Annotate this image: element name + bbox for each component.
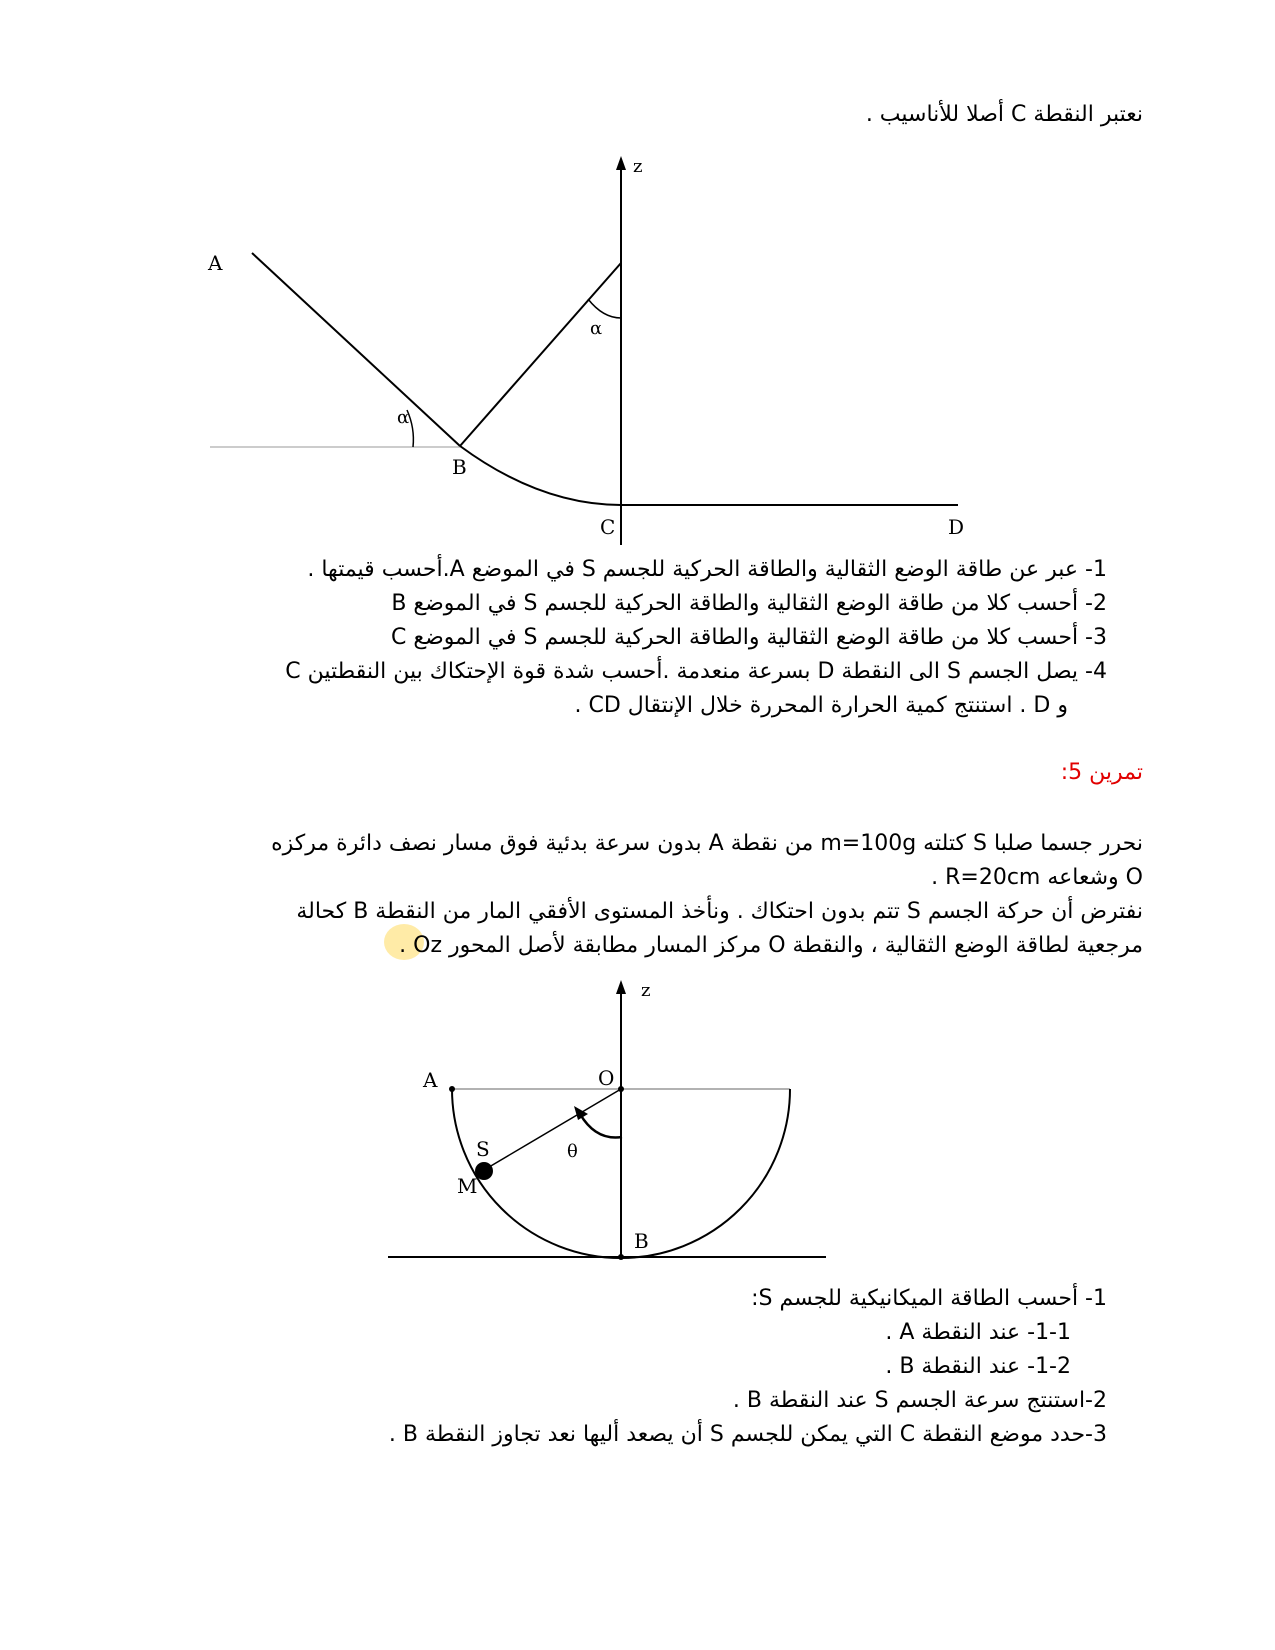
fig2-label-B: B [634, 1229, 649, 1253]
fig2-label-S: S [476, 1137, 490, 1161]
fig2-radius-OS [484, 1089, 621, 1170]
fig1-label-D: D [948, 515, 965, 539]
ex5-q1: 1- أحسب الطاقة الميكانيكية للجسم S: [751, 1286, 1107, 1311]
fig1-curve-BC [460, 446, 621, 505]
ex5-q3: 3-حدد موضع النقطة C التي يمكن للجسم S أن يصعد أليها نعد تجاوز النقطة B . [388, 1422, 1107, 1447]
fig2-point-O [618, 1086, 624, 1092]
fig2-z-arrow [616, 980, 626, 994]
fig1-incline-AB [252, 253, 460, 446]
fig1-radius-line [460, 263, 621, 446]
intro-text: نعتبر النقطة C أصلا للأناسيب . [865, 102, 1143, 127]
fig2-point-B [618, 1254, 624, 1260]
fig1-z-arrow [616, 156, 626, 170]
fig1-angle-arc-top [588, 299, 621, 318]
fig1-label-z: z [633, 156, 643, 177]
fig2-label-z: z [641, 980, 651, 1001]
ex5-paragraph2-line1: نفترض أن حركة الجسم S تتم بدون احتكاك . ونأخذ المستوى الأفقي المار من النقطة B كحالة [296, 899, 1143, 924]
q1-part2: 2- أحسب كلا من طاقة الوضع الثقالية والطاقة الحركية للجسم S في الموضع B [391, 591, 1107, 616]
fig1-label-B: B [452, 455, 467, 479]
fig1-label-alpha-B: α [397, 407, 410, 428]
fig1-label-A: A [208, 251, 223, 275]
q1-part4: 4- يصل الجسم S الى النقطة D بسرعة منعدمة .أحسب شدة قوة الإحتكاك بين النقطتين C [285, 659, 1107, 684]
ex5-q1-2: 1-2- عند النقطة B . [885, 1354, 1071, 1379]
q1-part4-continued: و D . استنتج كمية الحرارة المحررة خلال الإنتقال CD . [574, 693, 1068, 718]
fig1-label-alpha-top: α [590, 318, 603, 339]
ex5-paragraph1-line2: O وشعاعه R=20cm . [931, 865, 1143, 890]
exercise-5-title: تمرين 5: [1060, 760, 1143, 785]
fig2-point-A [449, 1086, 455, 1092]
figure-1-incline-diagram [200, 150, 980, 550]
fig2-label-theta: θ [567, 1141, 578, 1162]
q1-part3: 3- أحسب كلا من طاقة الوضع الثقالية والطاقة الحركية للجسم S في الموضع C [391, 625, 1107, 650]
fig2-label-M: M [457, 1174, 478, 1198]
ex5-paragraph1-line1: نحرر جسما صلبا S كتلته m=100g من نقطة A بدون سرعة بدئية فوق مسار نصف دائرة مركزه [271, 831, 1143, 856]
figure-2-semicircle-diagram [380, 975, 840, 1275]
ex5-q2: 2-استنتج سرعة الجسم S عند النقطة B . [732, 1388, 1107, 1413]
fig2-angle-arrow [574, 1106, 588, 1120]
q1-part1: 1- عبر عن طاقة الوضع الثقالية والطاقة الحركية للجسم S في الموضع A.أحسب قيمتها . [307, 557, 1107, 582]
fig2-label-A: A [423, 1068, 438, 1092]
fig2-body-S [475, 1162, 493, 1180]
ex5-paragraph2-line2: مرجعية لطاقة الوضع الثقالية ، والنقطة O مركز المسار مطابقة لأصل المحور Oz . [399, 933, 1143, 958]
fig2-label-O: O [598, 1066, 615, 1090]
fig1-label-C: C [600, 515, 616, 539]
ex5-q1-1: 1-1- عند النقطة A . [885, 1320, 1071, 1345]
fig2-angle-arc-theta [580, 1114, 622, 1138]
